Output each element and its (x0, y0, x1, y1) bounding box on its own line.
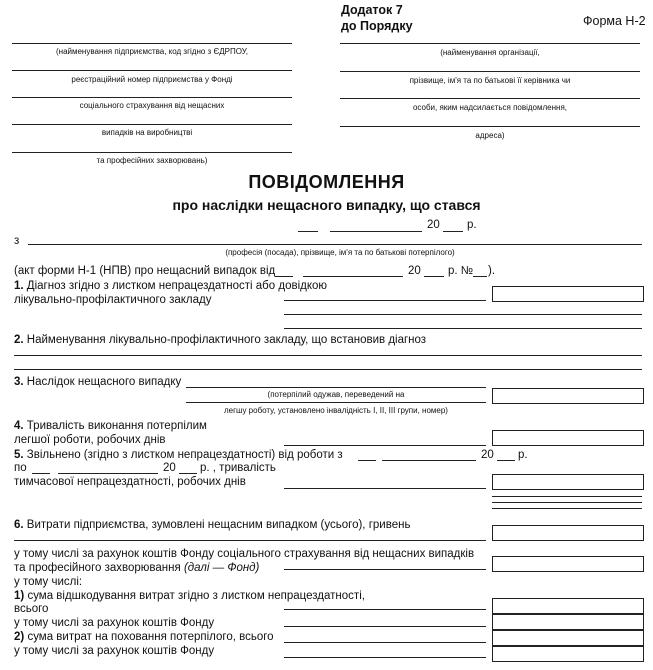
sender-caption-5: та професійних захворювань) (96, 156, 208, 165)
item5-label-3: тимчасової непрацездатності, робочих днів (14, 476, 246, 488)
sub2-label-2: у тому числі за рахунок коштів Фонду (14, 645, 215, 657)
fund-leader (284, 569, 486, 570)
item6-total-box[interactable] (492, 525, 644, 541)
item5-from-month[interactable] (382, 460, 476, 461)
sub2-number: 2) (14, 631, 25, 643)
sub1-number: 1) (14, 590, 25, 602)
sub1-fund-box[interactable] (492, 614, 644, 630)
item5-to-year[interactable] (179, 473, 197, 474)
item4-number: 4. (14, 420, 24, 432)
item1-line-2[interactable] (284, 328, 642, 329)
item4-label-2: легшої роботи, робочих днів (14, 434, 166, 446)
item1-leader (284, 300, 486, 301)
item1-line-1[interactable] (284, 314, 642, 315)
item1-code-box[interactable] (492, 286, 644, 302)
item2-label: Найменування лікувально-профілактичного закладу, що встановив діагноз (26, 334, 427, 346)
recipient-line-2[interactable] (340, 71, 640, 72)
item3-caption-2: легшу роботу, установлено інвалідність I, II, III групи, номер) (224, 406, 448, 415)
act-close: ). (488, 265, 496, 277)
item2-number: 2. (14, 334, 24, 346)
item6-number: 6. (14, 519, 24, 531)
item4-label-1: Тривалість виконання потерпілим (26, 420, 207, 432)
appendix-title: Додаток 7 (341, 3, 403, 17)
sub2-label-1: сума витрат на поховання потерпілого, всього (27, 631, 274, 643)
item5-days-line[interactable] (284, 488, 486, 489)
page-title: ПОВІДОМЛЕННЯ (248, 172, 405, 192)
item4-days-line[interactable] (284, 445, 486, 446)
item1-label-1: Діагноз згідно з листком непрацездатності або довідкою (26, 280, 328, 292)
item5-year1-suffix: р. (518, 449, 528, 461)
fund-box[interactable] (492, 556, 644, 572)
including-label: у тому числі: (14, 576, 83, 588)
item1-number: 1. (14, 280, 24, 292)
fund-label-2b: (далі — Фонд) (183, 562, 260, 574)
item5-year2-prefix: 20 (163, 462, 176, 474)
victim-caption: (професія (посада), прізвище, ім'я та по батькові потерпілого) (225, 248, 455, 257)
sub1-label-3: у тому числі за рахунок коштів Фонду (14, 617, 215, 629)
sub1-label-2: всього (14, 603, 49, 615)
recipient-line-3[interactable] (340, 98, 640, 99)
recipient-caption-4: адреса) (475, 131, 505, 140)
title-day-field[interactable] (298, 231, 318, 232)
act-month-field[interactable] (303, 276, 403, 277)
recipient-caption-3: особи, яким надсилається повідомлення, (412, 103, 568, 112)
sub2-leader (284, 642, 486, 643)
sub1-fund-leader (284, 626, 486, 627)
item3-number: 3. (14, 376, 24, 388)
item3-line-2[interactable] (186, 402, 486, 403)
sender-caption-4: випадків на виробництві (101, 128, 193, 137)
item5-label-1: Звільнено (згідно з листком непрацездатності) від роботи з (26, 449, 343, 461)
recipient-line-4[interactable] (340, 126, 640, 127)
item5-from-day[interactable] (358, 460, 376, 461)
sender-line-3[interactable] (12, 97, 292, 98)
item5-from-year[interactable] (497, 460, 515, 461)
item6-line[interactable] (14, 540, 486, 541)
title-year-field[interactable] (443, 231, 463, 232)
item3-line[interactable] (186, 387, 486, 388)
item5-to-day[interactable] (32, 473, 50, 474)
item2-line-2[interactable] (14, 369, 642, 370)
sender-line-5[interactable] (12, 152, 292, 153)
item5-extra-line-2[interactable] (492, 502, 642, 503)
sub1-leader (284, 609, 486, 610)
act-year-prefix: 20 (408, 265, 421, 277)
sender-line-1[interactable] (12, 43, 292, 44)
sub1-total-box[interactable] (492, 598, 644, 614)
recipient-line-1[interactable] (340, 43, 640, 44)
sender-line-4[interactable] (12, 124, 292, 125)
victim-field[interactable] (28, 244, 642, 245)
sub2-fund-box[interactable] (492, 646, 644, 662)
item2-line-1[interactable] (14, 355, 642, 356)
item3-label: Наслідок нещасного випадку (26, 376, 182, 388)
sub1-label-1: сума відшкодування витрат згідно з листком непрацездатності, (27, 590, 365, 602)
item5-extra-line-1[interactable] (492, 496, 642, 497)
item5-to-label: по (14, 462, 27, 474)
act-day-field[interactable] (275, 276, 293, 277)
recipient-caption-1: (найменування організації, (440, 48, 540, 57)
title-month-field[interactable] (330, 231, 422, 232)
page-subtitle: про наслідки нещасного випадку, що стався (172, 197, 481, 213)
sender-caption-2: реєстраційний номер підприємства у Фонді (71, 75, 233, 84)
sub2-fund-leader (284, 657, 486, 658)
item5-year1-prefix: 20 (481, 449, 494, 461)
item3-caption-1: (потерпілий одужав, переведений на (267, 390, 405, 399)
item3-code-box[interactable] (492, 388, 644, 404)
item5-extra-line-3[interactable] (492, 508, 642, 509)
victim-prefix: з (14, 235, 20, 247)
recipient-caption-2: прізвище, ім'я та по батькові її керівника чи (409, 76, 571, 85)
title-year-suffix: р. (467, 219, 477, 231)
fund-label-1: у тому числі за рахунок коштів Фонду соціального страхування від нещасних випадків (14, 548, 475, 560)
sub2-total-box[interactable] (492, 630, 644, 646)
act-text: (акт форми Н-1 (НПВ) про нещасний випадок від (14, 265, 276, 277)
act-number-field[interactable] (473, 276, 487, 277)
fund-label-2a: та професійного захворювання (14, 562, 181, 574)
sender-caption-1: (найменування підприємства, код згідно з ЄДРПОУ, (55, 47, 248, 56)
sender-caption-3: соціального страхування від нещасних (79, 101, 225, 110)
item5-code-box[interactable] (492, 474, 644, 490)
item4-code-box[interactable] (492, 430, 644, 446)
item5-number: 5. (14, 449, 24, 461)
item5-year2-suffix: р. , тривалість (200, 462, 276, 474)
item1-label-2: лікувально-профілактичного закладу (14, 294, 212, 306)
item5-to-month[interactable] (58, 473, 158, 474)
act-year-field[interactable] (424, 276, 444, 277)
item6-label: Витрати підприємства, зумовлені нещасним випадком (усього), гривень (26, 519, 411, 531)
act-number-label: р. № (448, 265, 474, 277)
title-year-prefix: 20 (427, 219, 440, 231)
form-code: Форма Н-2 (583, 14, 646, 28)
sender-line-2[interactable] (12, 70, 292, 71)
appendix-subtitle: до Порядку (341, 19, 413, 33)
